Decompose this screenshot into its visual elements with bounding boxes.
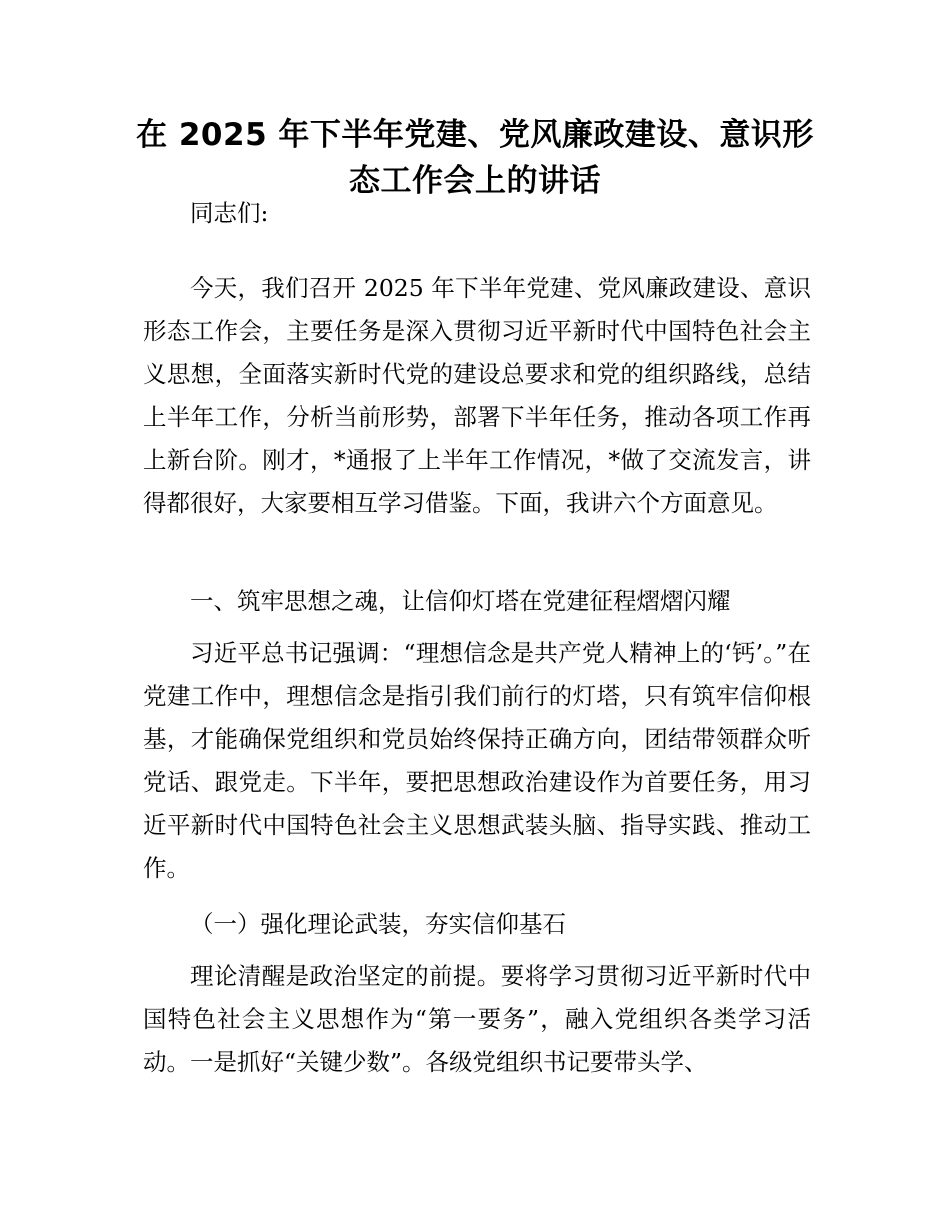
salutation: 同志们: [190,199,269,227]
paragraph-intro: 今天，我们召开 2025 年下半年党建、党风廉政建设、意识形态工作会，主要任务是深入贯彻习近平新时代中国特色社会主义思想，全面落实新时代党的建设总要求和党的组织路线，总结上半年工作，分析当前形势，部署下半年任务，推动各项工作再上新台阶。刚才，*通报了上半年工作情况，*做了交流发言，讲得都很好，大家要相互学习借鉴。下面，我讲六个方面意见。 [143,274,811,517]
section-heading-1: 一、筑牢思想之魂，让信仰灯塔在党建征程熠熠闪耀 [190,587,731,615]
title-line-2: 态工作会上的讲话 [349,163,601,199]
subsection-heading-1: （一）强化理论武装，夯实信仰基石 [190,910,566,938]
paragraph-subsection-1: 理论清醒是政治坚定的前提。要将学习贯彻习近平新时代中国特色社会主义思想作为“第一要务”，融入党组织各类学习活动。一是抓好“关键少数”。各级党组织书记要带头学、 [143,962,811,1076]
paragraph-section-1: 习近平总书记强调：“理想信念是共产党人精神上的‘钙’。”在党建工作中，理想信念是指引我们前行的灯塔，只有筑牢信仰根基，才能确保党组织和党员始终保持正确方向，团结带领群众听党话、跟党走。下半年，要把思想政治建设作为首要任务，用习近平新时代中国特色社会主义思想武装头脑、指导实践、推动工作。 [143,639,811,882]
document-title [130,112,820,204]
title-line-1: 在 2025 年下半年党建、党风廉政建设、意识形 [136,117,814,153]
